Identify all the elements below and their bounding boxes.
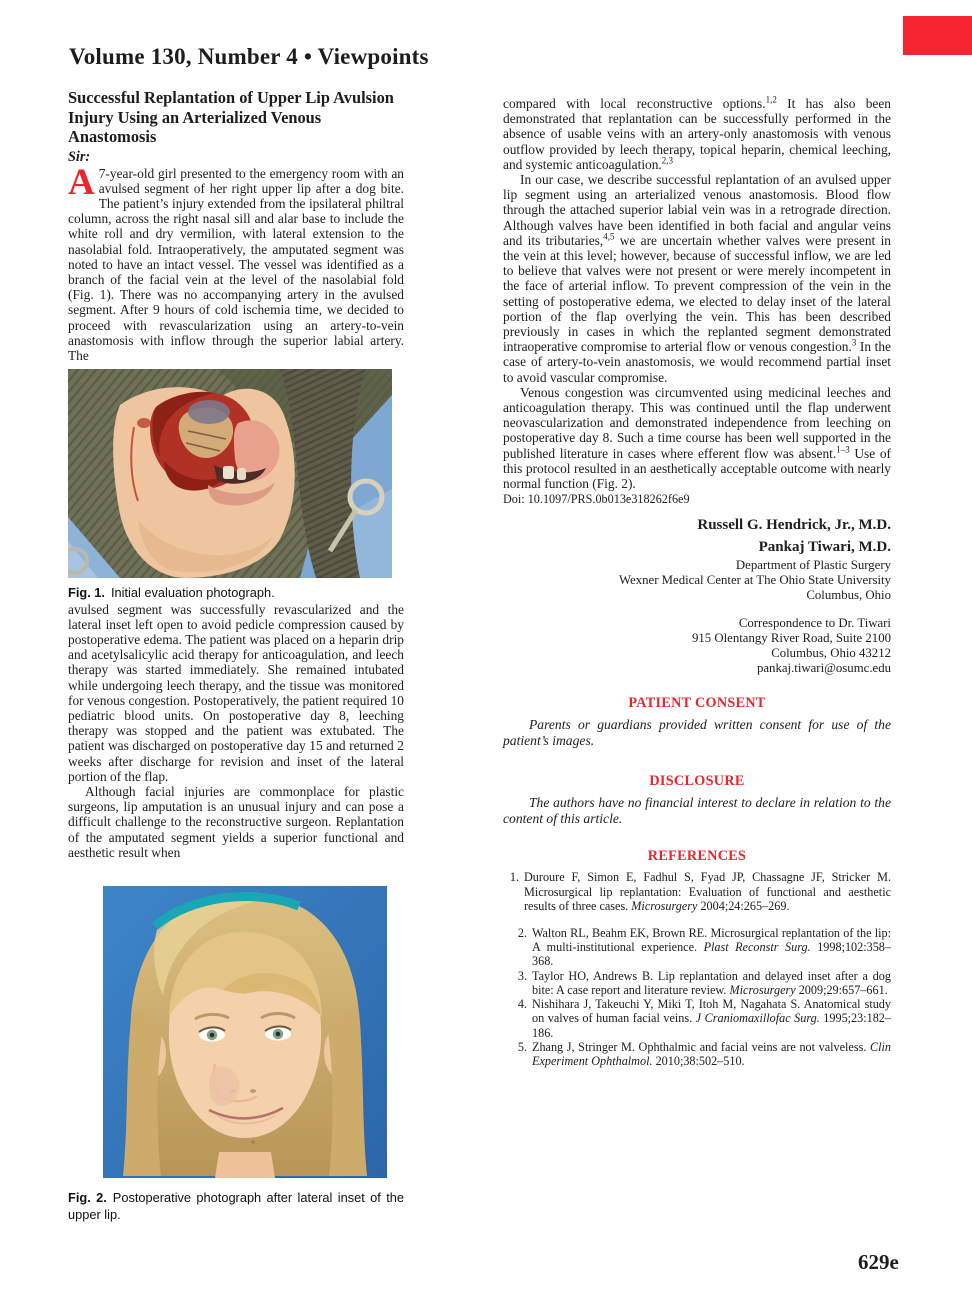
paragraph-4: compared with local reconstructive options.$^{1,2}$ It has also been demonstrated that replantation can be successfully performed in the absence of usable veins with an artery-only anastomosis with venous outflow provided by leech therapy, topical heparin, chemical leeching, and systemic anticoagulation.$^{2,3}$	[503, 94, 891, 172]
corner-red-tab	[903, 16, 972, 55]
correspondence-line: Columbus, Ohio 43212	[771, 646, 891, 661]
affiliation-line: Wexner Medical Center at The Ohio State University	[618, 573, 891, 588]
figure1	[68, 369, 392, 578]
salutation: Sir:	[68, 148, 91, 165]
reference-text: Walton RL, Beahm EK, Brown RE. Microsurgical replantation of the lip: A multi-institutional experience. Plast Reconstr Surg. 1998;102:358–368.	[532, 926, 891, 969]
figure2-caption-text: Postoperative photograph after lateral inset of the upper lip.	[68, 1190, 404, 1222]
reference-item-2	[511, 926, 891, 969]
correspondence-email: pankaj.tiwari@osumc.edu	[756, 661, 891, 676]
reference-text: Nishihara J, Takeuchi Y, Miki T, Itoh M, Nagahata S. Anatomical study on valves of human facial veins. J Craniomaxillofac Surg. 1995;23:182–186.	[532, 997, 891, 1040]
affiliation-block	[503, 558, 891, 603]
correspondence-line: 915 Olentangy River Road, Suite 2100	[691, 631, 891, 646]
reference-item-5	[511, 1040, 891, 1068]
neck	[215, 1152, 275, 1178]
author-1: Russell G. Hendrick, Jr., M.D.	[697, 517, 891, 534]
dropcap-letter: A	[68, 161, 95, 203]
reference-number: 5.	[517, 1039, 527, 1054]
figure2-caption-label: Fig. 2.	[68, 1190, 107, 1206]
doi: Doi: 10.1097/PRS.0b013e318262f6e9	[503, 492, 690, 507]
disclosure-section	[503, 773, 891, 827]
figure2	[103, 886, 387, 1178]
affiliation-line: Columbus, Ohio	[806, 588, 891, 603]
references-heading: REFERENCES	[647, 848, 747, 865]
right-column	[503, 96, 891, 1068]
figure2-photo	[103, 886, 387, 1178]
figure1-caption	[68, 585, 404, 602]
reference-number: 3.	[517, 968, 527, 983]
patient-consent-body: Parents or guardians provided written consent for use of the patient’s images.	[503, 717, 891, 749]
paragraph-5: In our case, we describe successful replantation of an avulsed upper lip segment using an arterialized venous anastomosis. Blood flow through the attached superior labial vein was in a retrograde direction. Although valves have been identified in both facial and angular veins and its tributaries,$^{4,5}$ we are uncertain whether valves were present in the vein at this level; however, because of successful inflow, we are led to believe that valves were not present or were merely incompetent in the face of arterial inflow. To prevent compression of the vein in the setting of postoperative edema, we elected to delay inset of the lateral portion of the flap overlying the vein. This has been described previously in cases in which the replanted segment demonstrated intraoperative compromise to arterial flow or venous congestion.$^3$ In the case of artery-to-vein anastomosis, we would recommend partial inset to avoid vascular compromise.	[503, 172, 891, 385]
reference-text: Taylor HO, Andrews B. Lip replantation and delayed inset after a dog bite: A case report and literature review. Microsurgery 2009;29:657–661.	[532, 968, 891, 997]
correspondence-block	[503, 616, 891, 676]
patient-consent-heading: PATIENT CONSENT	[628, 695, 766, 712]
reference-list	[503, 870, 891, 1068]
reference-number: 1.	[509, 870, 519, 885]
running-head: Volume 130, Number 4 • Viewpoints	[69, 44, 429, 69]
reference-number: 2.	[517, 926, 527, 941]
figure2-caption	[68, 1190, 404, 1223]
reference-text: Duroure F, Simon E, Fadhul S, Fyad JP, Chassagne JF, Stricker M. Microsurgical lip replantation: Evaluation of functional and aesthetic results of three cases. Microsurgery 2004;24:265–269.	[524, 870, 891, 913]
affiliation-line: Department of Plastic Surgery	[735, 558, 891, 573]
figure1-photo	[68, 369, 392, 578]
reference-item-1	[503, 870, 891, 913]
paragraph-1-text: 7-year-old girl presented to the emergency room with an avulsed segment of her right upper lip after a dog bite. The patient’s injury extended from the ipsilateral philtral column, across the right nasal sill and alar base to include the white roll and dry vermilion, with lateral extension to the nasolabial fold. Intraoperatively, the amputated segment was noted to have an intact vessel. The vessel was identified as a branch of the facial vein at the level of the nasolabial fold (Fig. 1). There was no accompanying artery in the avulsed segment. After 9 hours of cold ischemia time, we decided to proceed with revascularization using an artery-to-vein anastomosis with inflow through the superior labial artery. The	[68, 165, 404, 363]
correspondence-line: Correspondence to Dr. Tiwari	[738, 616, 891, 631]
article-title: Successful Replantation of Upper Lip Avulsion Injury Using an Arterialized Venous Anastomosis	[68, 88, 394, 146]
patient-consent-section	[503, 695, 891, 749]
paragraph-3: Although facial injuries are commonplace for plastic surgeons, lip amputation is an unusual injury and can pose a difficult challenge to the reconstructive surgeon. Replantation of the amputated segment yields a superior functional and aesthetic result when	[68, 784, 404, 860]
author-block	[503, 517, 891, 676]
paragraph-1	[68, 161, 404, 364]
paragraph-6: Venous congestion was circumvented using medicinal leeches and anticoagulation therapy. This was continued until the flap underwent neovascularization and demonstrated independence from leeching on postoperative day 8. Such a time course has been well supported in the published literature in cases where efferent flow was absent.$^{1-3}$ Use of this protocol resulted in an aesthetically acceptable outcome with nearly normal function (Fig. 2).	[503, 384, 891, 492]
references-section	[503, 848, 891, 1068]
author-2: Pankaj Tiwari, M.D.	[758, 539, 891, 556]
reference-text: Zhang J, Stringer M. Ophthalmic and facial veins are not valveless. Clin Experiment Ophthalmol. 2010;38:502–510.	[532, 1039, 891, 1068]
disclosure-heading: DISCLOSURE	[649, 772, 745, 789]
reference-number: 4.	[517, 997, 527, 1012]
left-column	[68, 88, 404, 1223]
figure1-caption-label: Fig. 1.	[68, 585, 105, 601]
reference-item-3	[511, 969, 891, 997]
paragraph-2: avulsed segment was successfully revascularized and the lateral inset left open to avoid pedicle compression caused by postoperative edema. The patient was placed on a heparin drip and acetylsalicylic acid therapy for anticoagulation, and leech therapy was started immediately. She remained intubated while undergoing leech therapy, and the tissue was monitored for venous congestion. Postoperatively, the patient required 10 pediatric blood units. On postoperative day 8, leeching therapy was stopped and the patient was extubated. The patient was discharged on postoperative day 15 and returned 2 weeks after discharge for revision and inset of the lateral portion of the flap.	[68, 601, 404, 784]
reference-item-4	[511, 997, 891, 1040]
reference-group-2-5	[511, 926, 891, 1068]
page-number: 629e	[858, 1250, 899, 1274]
disclosure-body: The authors have no financial interest to declare in relation to the content of this article.	[503, 794, 891, 826]
figure1-caption-text: Initial evaluation photograph.	[110, 585, 275, 601]
